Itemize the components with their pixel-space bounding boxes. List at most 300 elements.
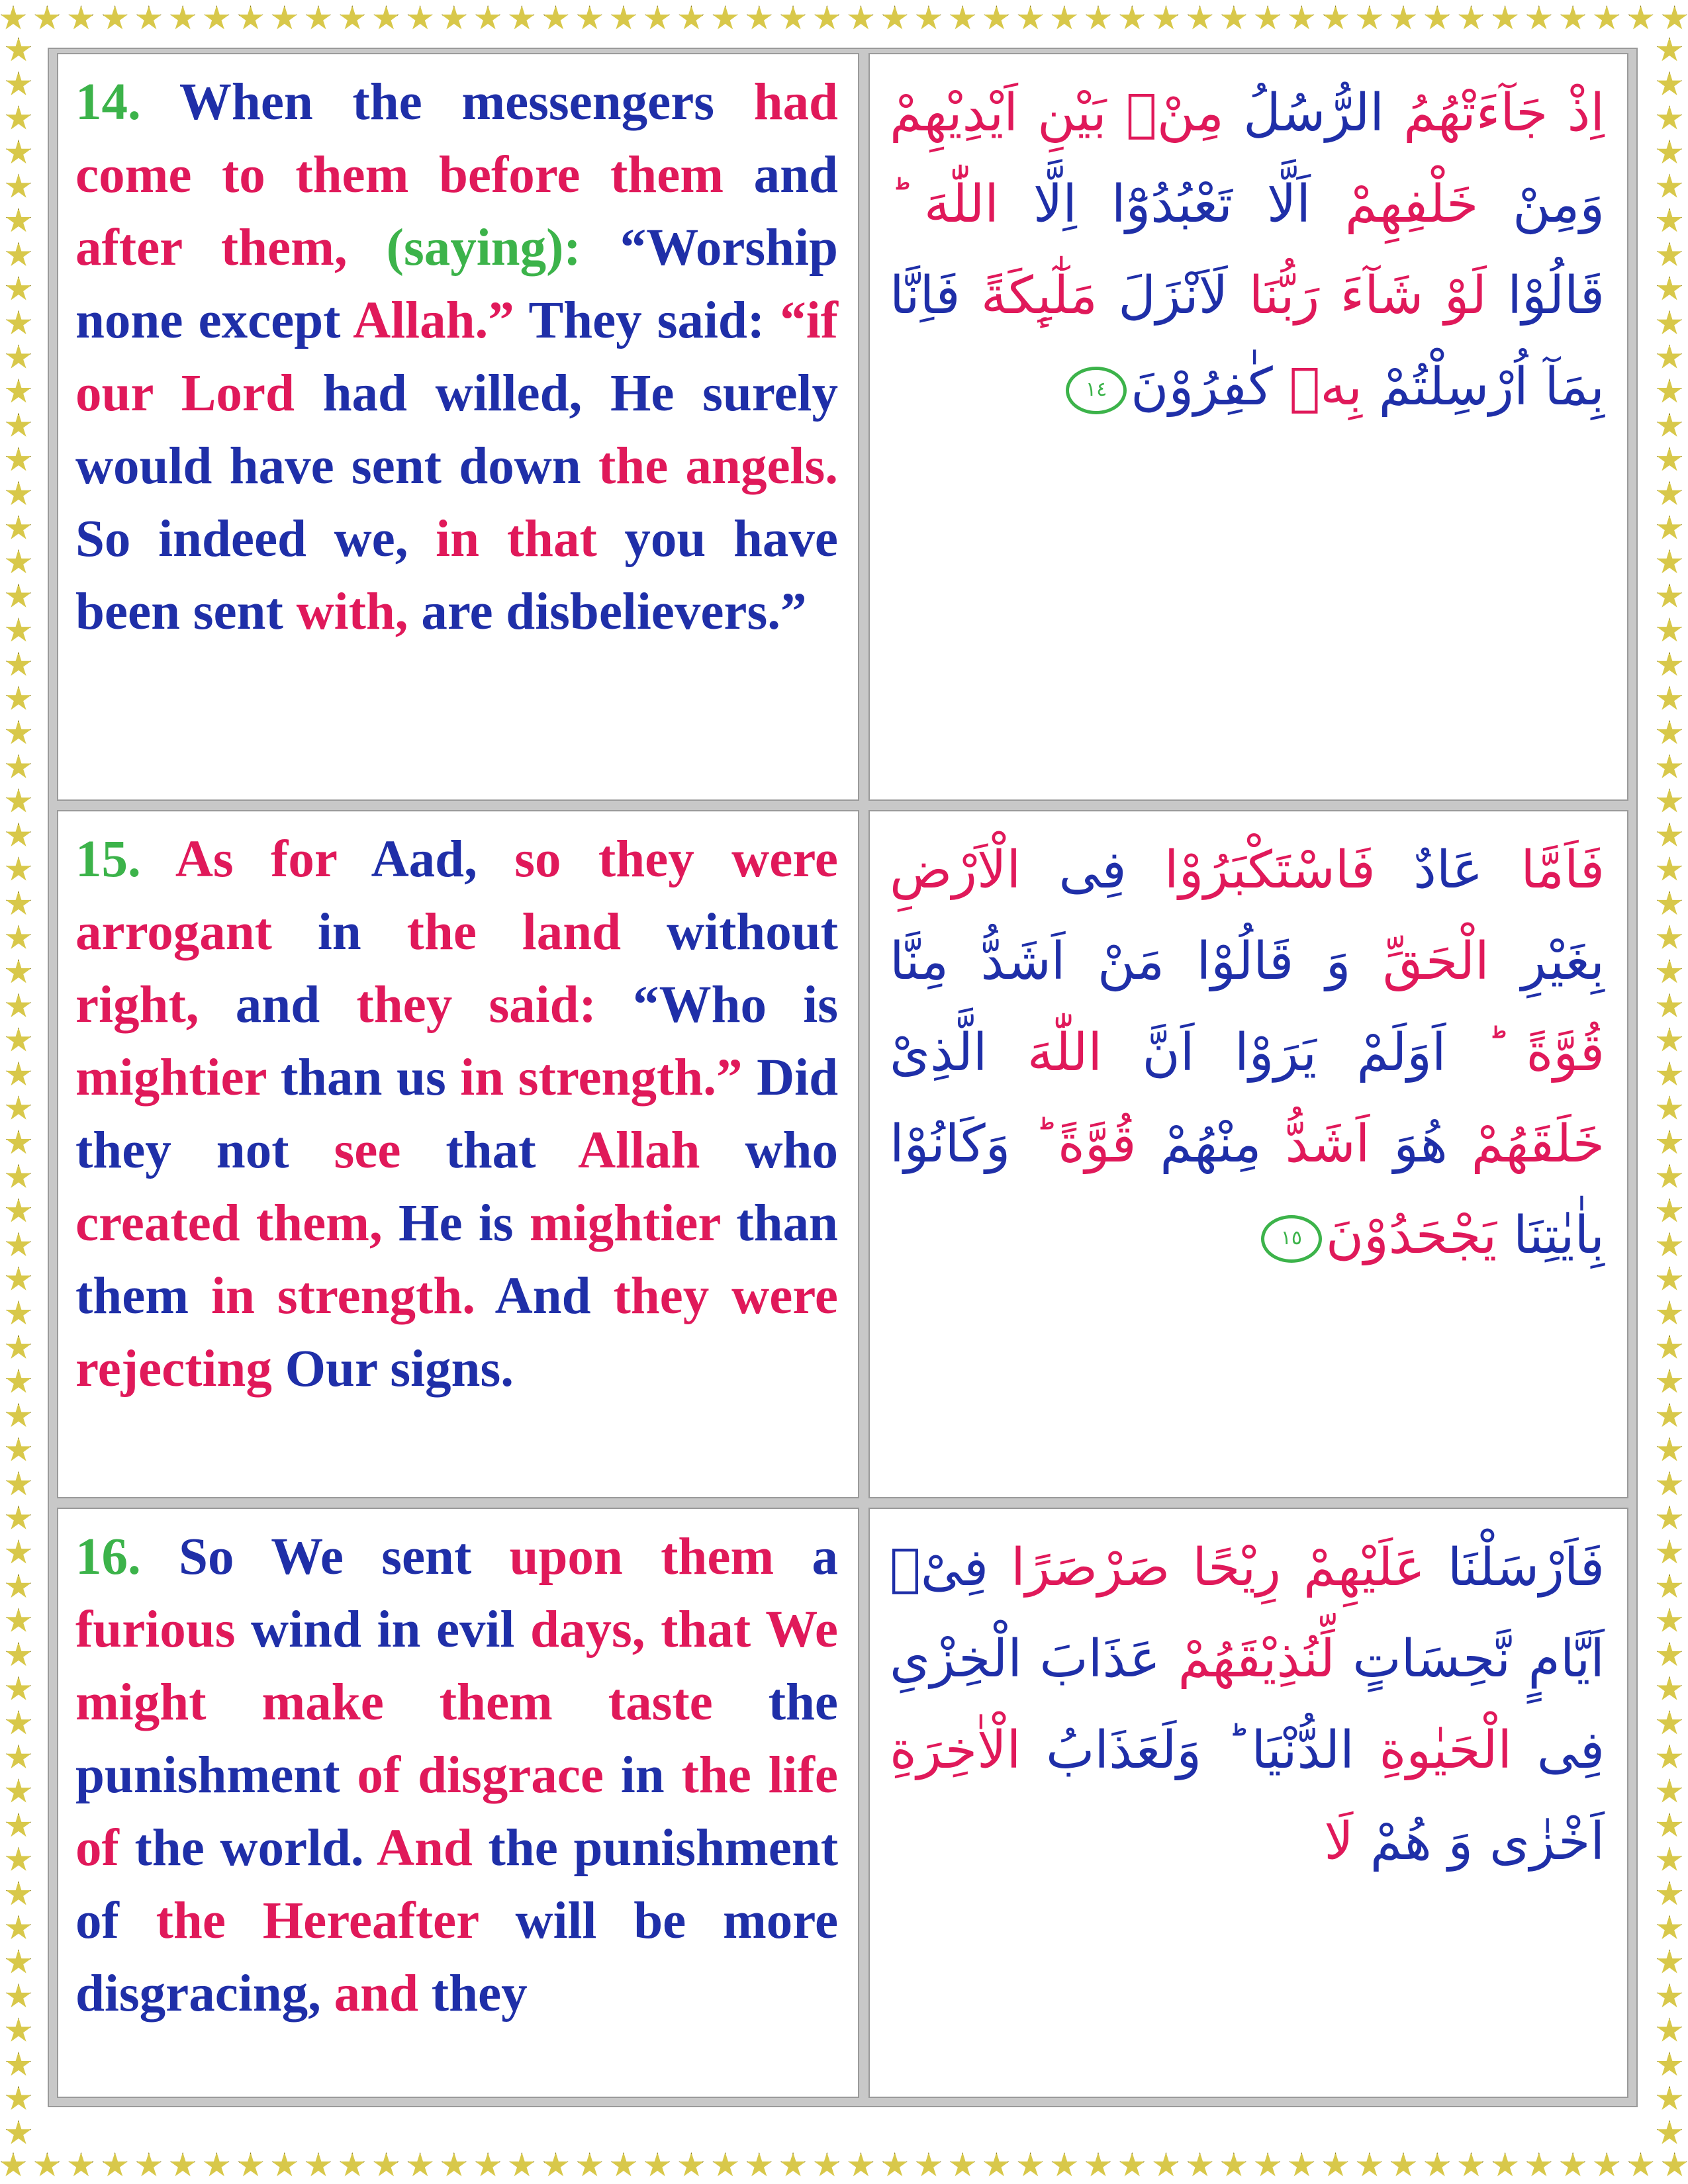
english-segment: in that bbox=[436, 510, 625, 568]
arabic-segment: اِلَّا bbox=[998, 175, 1077, 234]
star-icon bbox=[1119, 5, 1145, 32]
star-icon bbox=[644, 5, 671, 32]
star-icon bbox=[5, 1300, 32, 1327]
star-icon bbox=[5, 2017, 32, 2044]
star-icon bbox=[1656, 310, 1683, 337]
star-icon bbox=[5, 686, 32, 712]
star-icon bbox=[1390, 5, 1417, 32]
english-segment: the life of bbox=[75, 1747, 838, 1877]
star-icon bbox=[5, 1232, 32, 1259]
arabic-segment: وَ هُمْ bbox=[1353, 1812, 1474, 1872]
english-segment: right, bbox=[75, 976, 236, 1034]
english-translation-15 bbox=[57, 810, 859, 1498]
star-icon bbox=[577, 5, 603, 32]
star-icon bbox=[68, 5, 94, 32]
arabic-segment: قَالُوْا bbox=[1507, 266, 1605, 326]
star-icon bbox=[1656, 2052, 1683, 2078]
english-segment: Allah bbox=[578, 1122, 745, 1179]
arabic-segment: مِنْۢ بَيْنِ اَيْدِيْهِمْ bbox=[890, 83, 1224, 143]
star-icon bbox=[915, 2152, 942, 2179]
star-icon bbox=[5, 1403, 32, 1430]
ayah-end-marker-icon: ١٥ bbox=[1261, 1215, 1322, 1263]
english-segment: you have been sent bbox=[75, 510, 838, 641]
star-icon bbox=[1656, 959, 1683, 985]
arabic-segment: فَاَمَّا bbox=[1483, 841, 1605, 900]
arabic-segment: الرُّسُلُ bbox=[1223, 83, 1384, 143]
english-segment: had come to them before them bbox=[75, 73, 838, 204]
star-icon bbox=[814, 5, 840, 32]
star-icon bbox=[1656, 71, 1683, 98]
star-icon bbox=[1187, 5, 1213, 32]
english-segment: of disgrace bbox=[357, 1747, 621, 1804]
star-icon bbox=[5, 788, 32, 815]
arabic-segment: بِغَيْرِ bbox=[1489, 932, 1605, 991]
star-icon bbox=[1221, 2152, 1247, 2179]
star-icon bbox=[5, 1710, 32, 1737]
star-icon bbox=[1424, 2152, 1450, 2179]
english-segment: than them bbox=[75, 1195, 838, 1325]
arabic-segment: لَاَنْزَلَ bbox=[1097, 266, 1229, 326]
star-icon bbox=[1656, 925, 1683, 951]
verse-row-14 bbox=[57, 53, 1628, 801]
english-segment: than us bbox=[280, 1049, 461, 1107]
star-icon bbox=[1492, 2152, 1519, 2179]
star-icon bbox=[712, 5, 739, 32]
star-icon bbox=[746, 5, 773, 32]
star-icon bbox=[5, 959, 32, 985]
english-segment: the world. bbox=[134, 1819, 377, 1877]
star-icon bbox=[1656, 686, 1683, 712]
star-icon bbox=[5, 276, 32, 302]
english-segment: and bbox=[753, 146, 838, 204]
star-icon bbox=[1656, 754, 1683, 780]
star-icon bbox=[1656, 2086, 1683, 2113]
star-icon bbox=[5, 1164, 32, 1191]
star-icon bbox=[610, 2152, 637, 2179]
star-icon bbox=[1656, 1608, 1683, 1634]
star-icon bbox=[5, 140, 32, 166]
star-icon bbox=[5, 105, 32, 132]
arabic-segment: اَلَّا تَعْبُدُوْٓا bbox=[1076, 175, 1311, 234]
star-icon bbox=[1662, 2152, 1688, 2179]
star-icon bbox=[5, 1437, 32, 1463]
star-icon bbox=[1656, 2120, 1683, 2146]
star-icon bbox=[5, 1846, 32, 1873]
star-icon bbox=[1662, 5, 1688, 32]
star-icon bbox=[5, 447, 32, 473]
star-border-bottom bbox=[0, 2147, 1688, 2184]
star-icon bbox=[5, 1778, 32, 1805]
star-icon bbox=[508, 2152, 535, 2179]
star-icon bbox=[1593, 2152, 1620, 2179]
star-icon bbox=[1656, 617, 1683, 644]
star-icon bbox=[5, 856, 32, 883]
star-icon bbox=[1656, 1813, 1683, 1839]
star-icon bbox=[1656, 105, 1683, 132]
star-icon bbox=[1656, 2017, 1683, 2044]
star-icon bbox=[5, 1130, 32, 1156]
star-icon bbox=[1323, 5, 1349, 32]
star-icon bbox=[475, 5, 501, 32]
verse-number: 15. bbox=[75, 831, 141, 888]
star-icon bbox=[949, 5, 976, 32]
star-icon bbox=[238, 5, 264, 32]
star-icon bbox=[1152, 5, 1179, 32]
star-icon bbox=[780, 5, 806, 32]
star-icon bbox=[1656, 37, 1683, 64]
star-icon bbox=[1656, 1130, 1683, 1156]
english-segment: the angels. bbox=[598, 437, 838, 495]
english-segment: Our signs. bbox=[285, 1340, 514, 1398]
star-icon bbox=[1560, 2152, 1586, 2179]
english-segment: in bbox=[317, 903, 407, 961]
star-icon bbox=[5, 1266, 32, 1293]
verse-row-15 bbox=[57, 810, 1628, 1498]
arabic-segment: بِهٖ bbox=[1272, 357, 1362, 417]
english-segment: (saying): bbox=[386, 219, 620, 277]
arabic-segment: خَلَقَهُمْ bbox=[1447, 1115, 1605, 1174]
star-icon bbox=[5, 993, 32, 1020]
star-icon bbox=[5, 1539, 32, 1566]
arabic-segment: الَّذِىْ bbox=[890, 1023, 988, 1083]
star-icon bbox=[0, 2152, 26, 2179]
star-icon bbox=[1152, 2152, 1179, 2179]
star-icon bbox=[882, 2152, 908, 2179]
star-icon bbox=[1656, 1266, 1683, 1293]
star-icon bbox=[5, 1813, 32, 1839]
star-icon bbox=[915, 5, 942, 32]
star-icon bbox=[102, 5, 128, 32]
english-translation-16 bbox=[57, 1508, 859, 2098]
arabic-segment: لِّنُذِيْقَهُمْ bbox=[1160, 1629, 1335, 1689]
arabic-text-14 bbox=[868, 53, 1628, 801]
star-icon bbox=[5, 2120, 32, 2146]
arabic-segment: فِىْۤ اَيَّامٍ bbox=[890, 1538, 1605, 1689]
star-icon bbox=[5, 1915, 32, 1942]
star-icon bbox=[1656, 720, 1683, 747]
arabic-segment: فَاِنَّا بِمَآ اُرْسِلْتُمْ bbox=[890, 266, 1605, 417]
star-icon bbox=[1187, 2152, 1213, 2179]
star-icon bbox=[847, 2152, 874, 2179]
english-segment: So indeed we, bbox=[75, 510, 436, 568]
star-icon bbox=[136, 2152, 162, 2179]
english-segment: upon them bbox=[509, 1528, 812, 1586]
english-segment: are disbelievers.” bbox=[421, 583, 807, 641]
star-icon bbox=[1085, 2152, 1111, 2179]
star-icon bbox=[1254, 2152, 1281, 2179]
arabic-text-16 bbox=[868, 1508, 1628, 2098]
arabic-segment: فِى bbox=[1512, 1721, 1605, 1780]
star-icon bbox=[5, 1676, 32, 1703]
star-icon bbox=[1628, 5, 1654, 32]
english-segment: see bbox=[334, 1122, 446, 1179]
star-icon bbox=[1656, 856, 1683, 883]
star-icon bbox=[780, 2152, 806, 2179]
star-icon bbox=[136, 5, 162, 32]
arabic-segment: ؕ اَوَلَمْ يَرَوْا اَنَّ bbox=[1102, 1023, 1487, 1083]
star-border-left bbox=[0, 37, 37, 2147]
star-icon bbox=[5, 584, 32, 610]
arabic-segment: خَلْفِهِمْ bbox=[1311, 175, 1479, 234]
english-segment: Allah.” bbox=[353, 292, 529, 349]
star-icon bbox=[1017, 2152, 1044, 2179]
star-icon bbox=[441, 2152, 467, 2179]
english-segment: had willed, He surely would have sent down bbox=[75, 365, 838, 495]
star-icon bbox=[68, 2152, 94, 2179]
english-segment: the land bbox=[406, 903, 667, 961]
star-icon bbox=[1656, 1198, 1683, 1224]
english-segment: And bbox=[376, 1819, 489, 1877]
english-segment: Aad, bbox=[371, 831, 515, 888]
arabic-segment: قُوَّةً bbox=[1034, 1115, 1137, 1174]
star-icon bbox=[5, 481, 32, 508]
star-icon bbox=[746, 2152, 773, 2179]
star-icon bbox=[1656, 1710, 1683, 1737]
star-icon bbox=[5, 344, 32, 371]
star-icon bbox=[543, 2152, 569, 2179]
arabic-segment: اِذْ جَآءَتْهُمُ bbox=[1383, 83, 1605, 143]
english-segment: and bbox=[334, 1965, 432, 2023]
english-segment: they bbox=[431, 1965, 528, 2023]
english-segment: they said: bbox=[356, 976, 633, 1034]
star-icon bbox=[1656, 1437, 1683, 1463]
arabic-segment: اَشَدُّ bbox=[1261, 1115, 1370, 1174]
english-segment: the Hereafter bbox=[156, 1892, 516, 1950]
star-icon bbox=[203, 5, 230, 32]
arabic-segment: مِنْهُمْ bbox=[1136, 1115, 1262, 1174]
star-icon bbox=[1656, 1471, 1683, 1498]
english-segment: and bbox=[235, 976, 357, 1034]
star-icon bbox=[5, 1881, 32, 1907]
verse-row-16 bbox=[57, 1508, 1628, 2098]
arabic-segment: كٰفِرُوْنَ bbox=[1131, 357, 1273, 417]
star-icon bbox=[1656, 344, 1683, 371]
star-icon bbox=[1656, 823, 1683, 849]
english-segment: created them, bbox=[75, 1195, 399, 1252]
star-icon bbox=[577, 2152, 603, 2179]
star-icon bbox=[5, 1983, 32, 2010]
english-segment: “Worship none except bbox=[75, 219, 838, 349]
english-segment: in evil bbox=[377, 1601, 531, 1659]
verse-number: 16. bbox=[75, 1528, 141, 1586]
star-icon bbox=[407, 2152, 434, 2179]
star-icon bbox=[339, 2152, 365, 2179]
star-icon bbox=[5, 1095, 32, 1122]
star-icon bbox=[5, 173, 32, 200]
english-segment: mightier bbox=[529, 1195, 737, 1252]
arabic-segment: وَمِنْ bbox=[1478, 175, 1605, 234]
star-icon bbox=[238, 2152, 264, 2179]
star-icon bbox=[1628, 2152, 1654, 2179]
star-icon bbox=[5, 754, 32, 780]
star-icon bbox=[5, 2086, 32, 2113]
star-icon bbox=[1656, 276, 1683, 302]
star-icon bbox=[5, 925, 32, 951]
star-icon bbox=[1593, 5, 1620, 32]
star-icon bbox=[1656, 515, 1683, 541]
star-icon bbox=[5, 1745, 32, 1771]
star-icon bbox=[5, 71, 32, 98]
star-icon bbox=[169, 5, 196, 32]
star-icon bbox=[1656, 1164, 1683, 1191]
star-icon bbox=[5, 1574, 32, 1600]
english-segment: will be more disgracing, bbox=[75, 1892, 839, 2023]
star-icon bbox=[1458, 5, 1484, 32]
star-icon bbox=[0, 5, 26, 32]
star-icon bbox=[203, 2152, 230, 2179]
star-icon bbox=[1656, 1915, 1683, 1942]
star-icon bbox=[5, 1062, 32, 1088]
english-segment: without bbox=[666, 903, 838, 961]
star-icon bbox=[1656, 1403, 1683, 1430]
english-segment: who bbox=[745, 1122, 838, 1179]
star-icon bbox=[1254, 5, 1281, 32]
arabic-segment: لَا bbox=[1324, 1812, 1354, 1872]
star-icon bbox=[1656, 242, 1683, 269]
star-icon bbox=[1051, 2152, 1078, 2179]
star-icon bbox=[5, 1369, 32, 1395]
star-icon bbox=[1560, 5, 1586, 32]
star-icon bbox=[1356, 5, 1383, 32]
star-icon bbox=[1656, 652, 1683, 678]
star-icon bbox=[1390, 2152, 1417, 2179]
star-icon bbox=[644, 2152, 671, 2179]
english-segment: a bbox=[812, 1528, 838, 1586]
star-icon bbox=[1656, 1027, 1683, 1054]
star-icon bbox=[1656, 413, 1683, 439]
star-icon bbox=[1458, 2152, 1484, 2179]
star-border-top bbox=[0, 0, 1688, 37]
star-icon bbox=[5, 549, 32, 576]
arabic-segment: فَاَرْسَلْنَا bbox=[1425, 1538, 1605, 1598]
star-icon bbox=[1288, 5, 1315, 32]
star-icon bbox=[1288, 2152, 1315, 2179]
star-icon bbox=[1656, 1574, 1683, 1600]
english-translation-14 bbox=[57, 53, 859, 801]
star-icon bbox=[543, 5, 569, 32]
arabic-segment: عَذَابَ الْخِزْىِ bbox=[890, 1629, 1160, 1689]
english-segment: He is bbox=[399, 1195, 530, 1252]
star-icon bbox=[1656, 208, 1683, 234]
star-icon bbox=[34, 2152, 60, 2179]
arabic-segment: عَلَيْهِمْ رِيْحًا صَرْصَرًا bbox=[988, 1538, 1425, 1598]
star-icon bbox=[1656, 1642, 1683, 1668]
star-icon bbox=[5, 515, 32, 541]
star-icon bbox=[1085, 5, 1111, 32]
star-icon bbox=[271, 2152, 298, 2179]
star-icon bbox=[1656, 1232, 1683, 1259]
star-icon bbox=[305, 5, 332, 32]
star-icon bbox=[5, 379, 32, 405]
star-icon bbox=[1424, 5, 1450, 32]
english-segment: in bbox=[620, 1747, 682, 1804]
star-icon bbox=[5, 1198, 32, 1224]
star-icon bbox=[5, 720, 32, 747]
arabic-segment: الْحَيٰوةِ bbox=[1354, 1721, 1513, 1780]
arabic-segment: عَادٌ bbox=[1375, 841, 1483, 900]
arabic-segment: نَّحِسَاتٍ bbox=[1335, 1629, 1511, 1689]
verse-number: 14. bbox=[75, 73, 141, 131]
star-icon bbox=[1656, 1778, 1683, 1805]
star-icon bbox=[5, 1506, 32, 1532]
star-icon bbox=[5, 413, 32, 439]
star-icon bbox=[678, 5, 704, 32]
arabic-segment: الْحَقِّ bbox=[1350, 932, 1489, 991]
star-icon bbox=[1656, 1095, 1683, 1122]
english-segment: furious bbox=[75, 1601, 252, 1659]
star-icon bbox=[5, 1642, 32, 1668]
english-segment: wind bbox=[251, 1601, 377, 1659]
star-icon bbox=[1656, 584, 1683, 610]
star-icon bbox=[1221, 5, 1247, 32]
star-icon bbox=[949, 2152, 976, 2179]
arabic-segment: فِى bbox=[1021, 841, 1127, 900]
star-icon bbox=[1656, 1539, 1683, 1566]
star-border-right bbox=[1651, 37, 1688, 2147]
arabic-segment: مَلٰٓٮِٕكَةً bbox=[960, 266, 1098, 326]
english-segment: they were rejecting bbox=[75, 1267, 838, 1398]
star-icon bbox=[1356, 2152, 1383, 2179]
star-icon bbox=[1656, 447, 1683, 473]
star-icon bbox=[847, 5, 874, 32]
star-icon bbox=[475, 2152, 501, 2179]
english-segment: days, that We might make them taste bbox=[75, 1601, 838, 1731]
english-segment: “Who is bbox=[633, 976, 838, 1034]
ayah-end-marker-icon: ١٤ bbox=[1066, 367, 1127, 414]
english-segment: that bbox=[445, 1122, 579, 1179]
star-icon bbox=[508, 5, 535, 32]
star-icon bbox=[34, 5, 60, 32]
arabic-segment: الْاٰخِرَةِ bbox=[890, 1721, 1021, 1780]
star-icon bbox=[1656, 140, 1683, 166]
arabic-segment: قُوَّةً bbox=[1486, 1023, 1605, 1083]
arabic-segment: فَاسْتَكْبَرُوْا bbox=[1126, 841, 1376, 900]
english-segment: the punishment bbox=[75, 1674, 838, 1804]
star-icon bbox=[5, 1335, 32, 1361]
star-icon bbox=[5, 652, 32, 678]
english-segment: after them, bbox=[75, 219, 387, 277]
english-segment: the punishment of bbox=[75, 1819, 838, 1950]
star-icon bbox=[169, 2152, 196, 2179]
star-icon bbox=[882, 5, 908, 32]
star-icon bbox=[1526, 2152, 1552, 2179]
star-icon bbox=[1656, 1745, 1683, 1771]
star-icon bbox=[1656, 1335, 1683, 1361]
arabic-segment: يَجْحَدُوْنَ bbox=[1325, 1206, 1497, 1265]
star-icon bbox=[1492, 5, 1519, 32]
star-icon bbox=[5, 617, 32, 644]
star-icon bbox=[814, 2152, 840, 2179]
arabic-segment: اللّٰهَ bbox=[987, 1023, 1103, 1083]
star-icon bbox=[5, 891, 32, 917]
english-segment: Did they not bbox=[75, 1049, 838, 1179]
star-icon bbox=[5, 37, 32, 64]
arabic-segment: الدُّنْيَا ؕ bbox=[1201, 1721, 1354, 1780]
star-icon bbox=[271, 5, 298, 32]
arabic-segment: هُوَ bbox=[1370, 1115, 1448, 1174]
star-icon bbox=[1656, 481, 1683, 508]
star-icon bbox=[1656, 549, 1683, 576]
arabic-text-15 bbox=[868, 810, 1628, 1498]
star-icon bbox=[5, 208, 32, 234]
star-icon bbox=[373, 5, 399, 32]
star-icon bbox=[5, 310, 32, 337]
star-icon bbox=[5, 1027, 32, 1054]
star-icon bbox=[1656, 1881, 1683, 1907]
english-segment: As for bbox=[140, 831, 371, 888]
star-icon bbox=[1017, 5, 1044, 32]
star-icon bbox=[1656, 1846, 1683, 1873]
